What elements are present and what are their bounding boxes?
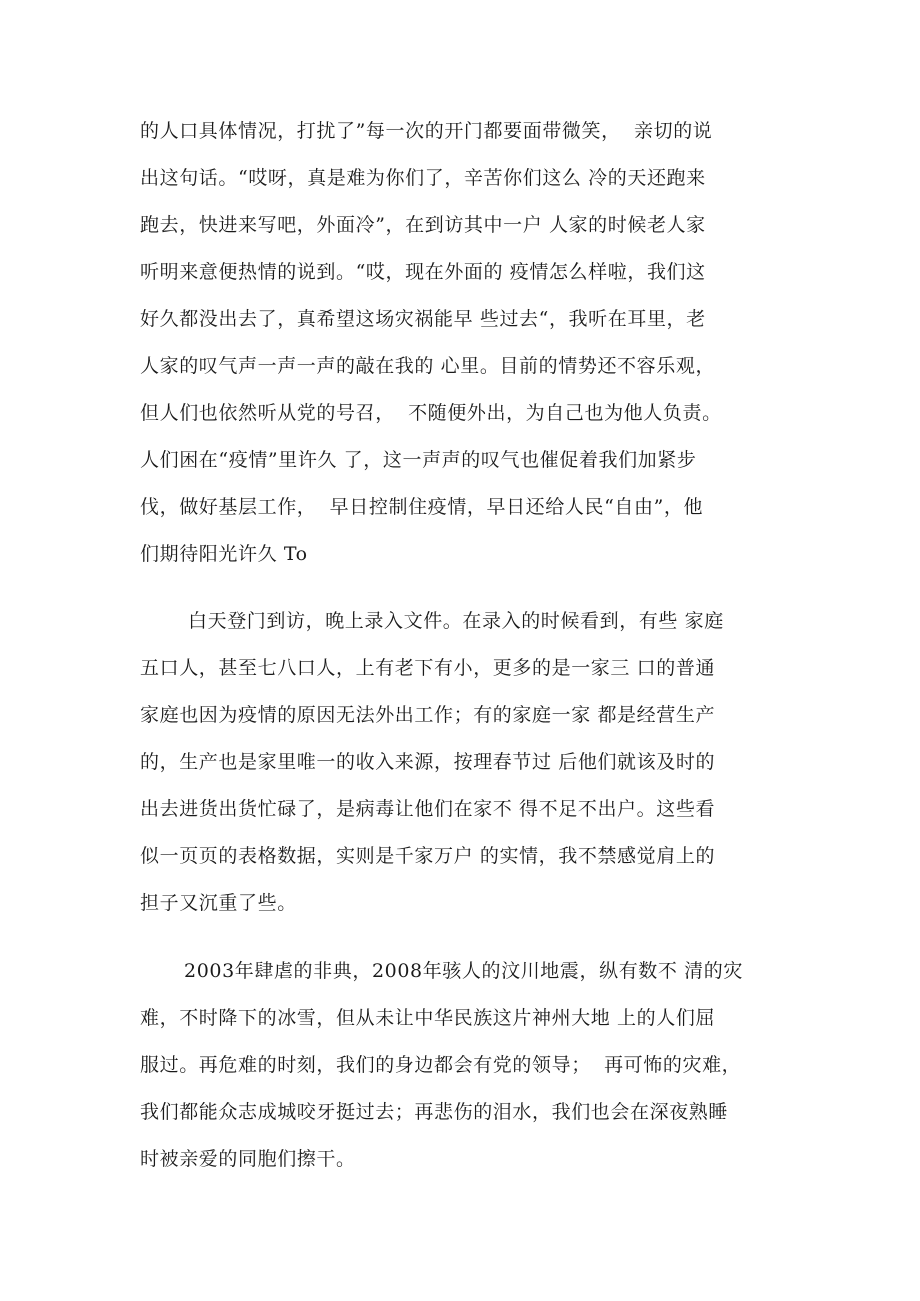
paragraph-1-line-2: 出这句话。“哎呀，真是难为你们了，辛苦你们这么 冷的天还跑来 bbox=[140, 167, 706, 189]
paragraph-1-line-4: 听明来意便热情的说到。“哎，现在外面的 疫情怎么样啦，我们这 bbox=[140, 261, 706, 283]
paragraph-3-line-2: 难，不时降下的冰雪，但从未让中华民族这片神州大地 上的人们屈 bbox=[140, 1007, 716, 1029]
paragraph-2-line-7: 担子又沉重了些。 bbox=[140, 892, 297, 914]
paragraph-1-line-10: 们期待阳光许久 To bbox=[140, 543, 308, 565]
paragraph-2-line-3: 家庭也因为疫情的原因无法外出工作；有的家庭一家 都是经营生产 bbox=[140, 704, 716, 726]
paragraph-2-line-6: 似一页页的表格数据，实则是千家万户 的实情，我不禁感觉肩上的 bbox=[140, 845, 716, 867]
paragraph-2-line-4: 的，生产也是家里唯一的收入来源，按理春节过 后他们就该及时的 bbox=[140, 751, 716, 773]
paragraph-1-line-8: 人们困在“疫情”里许久 了，这一声声的叹气也催促着我们加紧步 bbox=[140, 449, 697, 471]
paragraph-2-line-5: 出去进货出货忙碌了，是病毒让他们在家不 得不足不出户。这些看 bbox=[140, 798, 716, 820]
paragraph-2-line-1: 白天登门到访，晚上录入文件。在录入的时候看到，有些 家庭 bbox=[188, 610, 724, 632]
paragraph-1-line-3: 跑去，快进来写吧，外面冷”，在到访其中一户 人家的时候老人家 bbox=[140, 214, 706, 236]
paragraph-1-line-5: 好久都没出去了，真希望这场灾祸能早 些过去“，我听在耳里，老 bbox=[140, 308, 706, 330]
paragraph-3-line-5: 时被亲爱的同胞们擦干。 bbox=[140, 1148, 356, 1170]
paragraph-3-line-3: 服过。再危难的时刻，我们的身边都会有党的领导； 再可怖的灾难， bbox=[140, 1054, 742, 1076]
paragraph-1-line-6: 人家的叹气声一声一声的敲在我的 心里。目前的情势还不容乐观， bbox=[140, 355, 716, 377]
paragraph-1-line-1: 的人口具体情况，打扰了”每一次的开门都要面带微笑， 亲切的说 bbox=[140, 120, 713, 142]
paragraph-3-line-4: 我们都能众志成城咬牙挺过去；再悲伤的泪水，我们也会在深夜熟睡 bbox=[140, 1101, 729, 1123]
paragraph-3-line-1: 2003年肆虐的非典，2008年骇人的汶川地震，纵有数不 清的灾 bbox=[184, 960, 743, 982]
paragraph-2-line-2: 五口人，甚至七八口人，上有老下有小，更多的是一家三 口的普通 bbox=[140, 657, 716, 679]
paragraph-1-line-7: 但人们也依然听从党的号召， 不随便外出，为自己也为他人负责。 bbox=[140, 402, 722, 424]
paragraph-1-line-9: 伐，做好基层工作， 早日控制住疫情，早日还给人民“自由”，他 bbox=[140, 496, 704, 518]
